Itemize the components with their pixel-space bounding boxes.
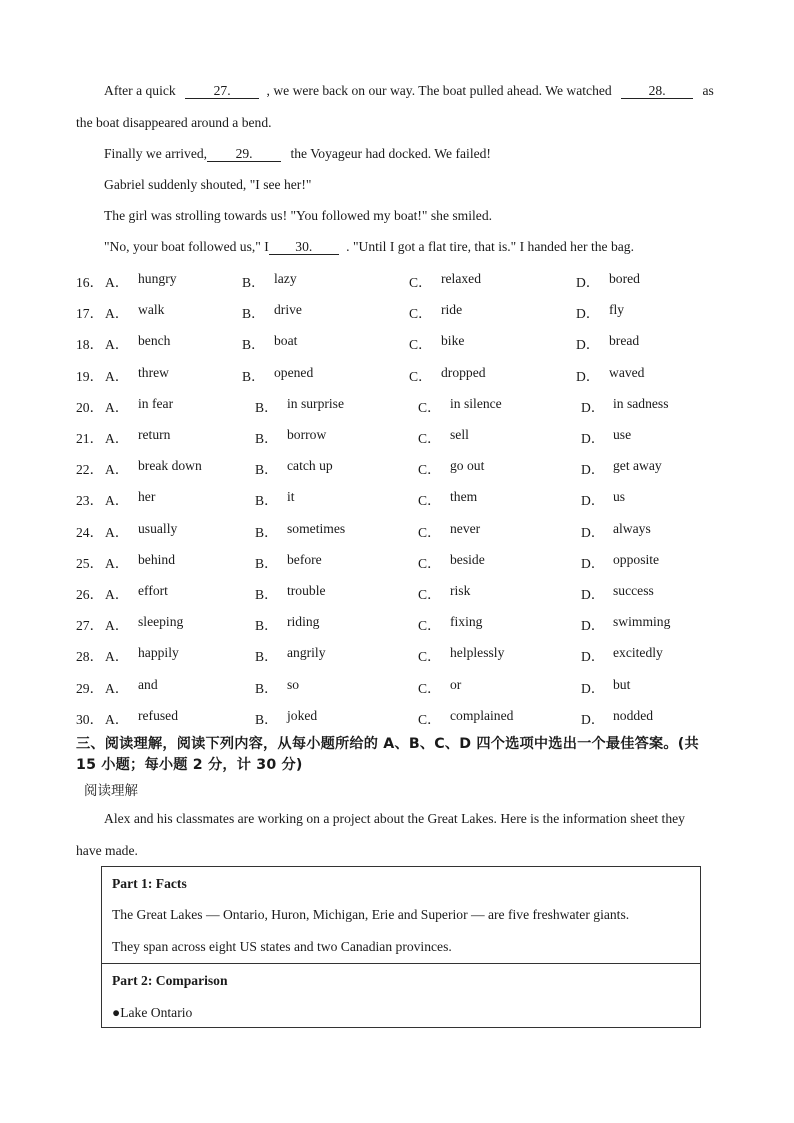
option-letter-c: C． [418,462,441,478]
passage-text: , we were back on our way. The boat pulled ahead. We watched [266,83,612,98]
option-letter-d: D． [581,618,605,634]
option-letter-b: B． [242,337,265,353]
option-letter-c: C． [418,399,441,415]
option-b[interactable]: sometimes [287,520,346,536]
question-number: 22． [76,462,104,478]
passage-line-2: the boat disappeared around a bend. [76,115,272,130]
option-letter-b: B． [255,462,278,478]
option-d[interactable]: excitedly [613,645,663,661]
option-letter-c: C． [409,306,432,322]
option-b[interactable]: opened [274,364,314,380]
option-b[interactable]: so [287,676,300,692]
option-letter-d: D． [576,368,600,384]
option-d[interactable]: swimming [613,614,671,630]
option-letter-a: A． [105,680,129,696]
option-c[interactable]: dropped [441,364,486,380]
option-letter-c: C． [418,431,441,446]
part1-title: Part 1: Facts [112,876,187,891]
option-letter-a: A． [105,462,129,478]
option-a[interactable]: and [138,676,158,692]
passage-text: as [702,83,714,98]
question-number: 21． [76,431,104,446]
option-d[interactable]: success [613,583,654,598]
part1-line-2: They span across eight US states and two Canadian provinces. [112,939,452,954]
question-number: 20． [76,399,104,415]
blank-30: 30. [269,240,339,255]
option-letter-a: A． [105,306,129,322]
option-letter-c: C． [409,368,432,384]
option-a[interactable]: usually [138,520,178,536]
question-number: 25． [76,555,104,571]
option-letter-d: D． [581,587,605,602]
option-letter-a: A． [105,555,129,571]
option-letter-c: C． [418,680,441,696]
option-letter-a: A． [105,431,129,446]
option-c[interactable]: bike [441,333,465,349]
option-letter-d: D． [581,399,605,415]
option-b[interactable]: borrow [287,427,327,442]
option-a[interactable]: walk [138,302,165,318]
option-letter-a: A． [105,368,129,384]
passage-text: Finally we arrived, [104,146,208,161]
blank-28: 28. [621,84,693,99]
option-b[interactable]: boat [274,333,298,349]
option-letter-d: D． [581,649,605,665]
option-letter-a: A． [105,711,129,727]
option-b[interactable]: angrily [287,645,326,661]
option-letter-c: C． [418,618,441,634]
option-letter-b: B． [255,711,278,727]
option-letter-b: B． [255,431,278,446]
option-letter-b: B． [255,587,278,602]
passage-line-5: The girl was strolling towards us! "You followed my boat!" she smiled. [104,208,493,223]
option-d[interactable]: but [613,676,631,692]
option-a[interactable]: sleeping [138,614,184,630]
option-a[interactable]: bench [138,333,171,349]
option-c[interactable]: never [450,520,481,536]
option-d[interactable]: nodded [613,707,654,723]
question-number: 29． [76,680,104,696]
option-d[interactable]: always [613,520,651,536]
option-letter-c: C． [409,275,432,290]
option-c[interactable]: fixing [450,614,483,630]
option-letter-b: B． [255,649,278,665]
option-a[interactable]: happily [138,645,179,661]
part1-line-1: The Great Lakes — Ontario, Huron, Michigan, Erie and Superior — are five freshwater giants. [112,907,630,922]
option-a[interactable]: in fear [138,395,174,411]
option-letter-d: D． [581,431,605,446]
option-c[interactable]: beside [450,551,485,567]
option-letter-d: D． [581,462,605,478]
option-letter-d: D． [581,493,605,509]
question-number: 28． [76,649,104,665]
option-d[interactable]: in sadness [613,395,669,411]
passage-line-6 [104,239,634,255]
option-b[interactable]: joked [287,707,318,723]
part2-title: Part 2: Comparison [112,973,228,988]
option-c[interactable]: risk [450,583,471,598]
option-letter-a: A． [105,649,129,665]
option-a[interactable]: effort [138,583,168,598]
option-b[interactable]: riding [287,614,320,630]
intro-line-2: have made. [76,843,138,858]
option-letter-d: D． [581,524,605,540]
option-b[interactable]: in surprise [287,395,345,411]
option-letter-d: D． [576,306,600,322]
sub-heading: 阅读理解 [84,783,138,799]
question-number: 23． [76,493,104,509]
option-letter-a: A． [105,399,129,415]
option-letter-a: A． [105,618,129,634]
option-c[interactable]: sell [450,427,469,442]
option-letter-c: C． [409,337,432,353]
option-c[interactable]: them [450,489,478,505]
option-c[interactable]: go out [450,458,485,474]
option-letter-c: C． [418,493,441,509]
option-b[interactable]: it [287,489,295,505]
option-d[interactable]: bread [609,333,640,349]
question-number: 27． [76,618,104,634]
option-c[interactable]: ride [441,302,463,318]
option-letter-c: C． [418,587,441,602]
option-a[interactable]: threw [138,364,169,380]
option-letter-c: C． [418,711,441,727]
option-letter-c: C． [418,555,441,571]
option-letter-a: A． [105,275,129,290]
option-letter-c: C． [418,649,441,665]
option-b[interactable]: before [287,551,322,567]
option-letter-b: B． [242,306,265,322]
option-d[interactable]: opposite [613,551,660,567]
option-letter-d: D． [581,680,605,696]
option-letter-b: B． [255,524,278,540]
option-letter-b: B． [255,680,278,696]
passage-line-1 [104,83,714,99]
option-letter-b: B． [255,493,278,509]
passage-text: . "Until I got a flat tire, that is." I handed her the bag. [346,239,634,254]
option-a[interactable]: refused [138,707,179,723]
option-d[interactable]: waved [609,364,645,380]
question-number: 26． [76,587,104,602]
option-a[interactable]: behind [138,551,175,567]
option-d[interactable]: bored [609,271,640,286]
option-d[interactable]: fly [609,302,625,318]
blank-27: 27. [185,84,259,99]
table-divider [102,963,700,964]
option-d[interactable]: use [613,427,632,442]
option-letter-d: D． [576,275,600,290]
question-number: 24． [76,524,104,540]
option-b[interactable]: trouble [287,583,326,598]
question-number: 16． [76,275,104,290]
info-sheet [101,866,701,1028]
passage-text: After a quick [104,83,176,98]
part2-item: ●Lake Ontario [112,1005,193,1020]
option-c[interactable]: relaxed [441,271,481,286]
option-letter-b: B． [242,368,265,384]
option-letter-b: B． [242,275,265,290]
option-b[interactable]: drive [274,302,302,318]
option-letter-a: A． [105,337,129,353]
option-letter-c: C． [418,524,441,540]
option-c[interactable]: in silence [450,395,502,411]
passage-line-4: Gabriel suddenly shouted, "I see her!" [104,177,312,192]
passage-text: the Voyageur had docked. We failed! [290,146,491,161]
question-number: 30． [76,711,104,727]
option-letter-d: D． [581,711,605,727]
section-heading: 三、阅读理解，阅读下列内容，从每小题所给的 A、B、C、D 四个选项中选出一个最佳答案。(共 [76,736,699,752]
intro-line-1: Alex and his classmates are working on a project about the Great Lakes. Here is the information sheet they [104,811,685,826]
option-d[interactable]: us [613,489,626,505]
option-letter-b: B． [255,399,278,415]
question-number: 19． [76,368,104,384]
option-letter-a: A． [105,587,129,602]
section-heading-cont: 15 小题；每小题 2 分，计 30 分) [76,757,303,773]
option-letter-b: B． [255,555,278,571]
option-a[interactable]: hungry [138,271,177,286]
option-letter-d: D． [576,337,600,353]
option-a[interactable]: break down [138,458,202,474]
option-letter-a: A． [105,493,129,509]
option-c[interactable]: complained [450,707,514,723]
option-letter-a: A． [105,524,129,540]
option-a[interactable]: her [138,489,156,505]
option-d[interactable]: get away [613,458,662,474]
option-letter-d: D． [581,555,605,571]
option-c[interactable]: helplessly [450,645,505,661]
option-a[interactable]: return [138,427,171,442]
option-b[interactable]: lazy [274,271,297,286]
question-number: 17． [76,306,104,322]
question-number: 18． [76,337,104,353]
option-c[interactable]: or [450,676,462,692]
blank-29: 29. [207,147,281,162]
option-letter-b: B． [255,618,278,634]
passage-text: "No, your boat followed us," I [104,239,269,254]
option-b[interactable]: catch up [287,458,333,474]
passage-line-3 [104,146,491,162]
